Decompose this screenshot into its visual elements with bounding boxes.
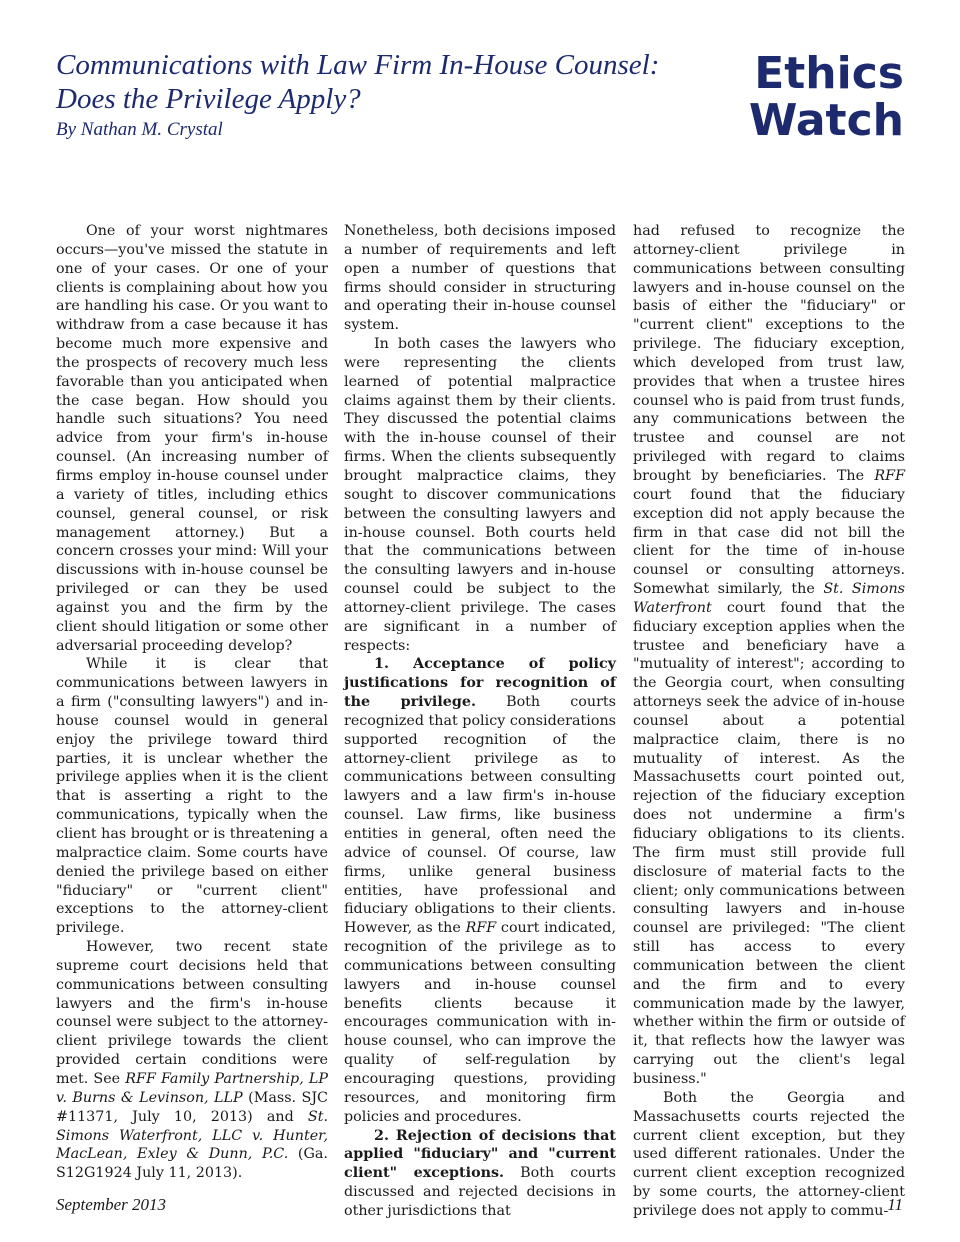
logo-line-watch: Watch [748, 95, 904, 146]
case-citation: St. Simons Waterfront, LLC v. Hunter, MacLean, Exley & Dunn, P.C. [56, 1108, 328, 1163]
paragraph: 2. Rejection of decisions that applied "fiduciary" and "current client" exceptions. Both courts discussed and rejected decisions in other jurisdictions that [344, 1127, 616, 1219]
logo-line-ethics: Ethics [754, 48, 904, 99]
section-heading: 1. Acceptance of policy justifications for recognition of the privilege. [344, 656, 616, 711]
paragraph: One of your worst nightmares occurs—you've missed the statute in one of your cases. Or one of your clients is complaining about how you are handling his case. Or you want to withdraw from a case because it has become much more expensive and the prospects of recovery much less favorable than you anticipated when the case began. How should you handle such situations? You need advice from your firm's in-house counsel. (An increasing number of firms employ in-house counsel under a variety of titles, including ethics counsel, general counsel, or risk management attorney.) But a concern crosses your mind: Will your discussions with in-house counsel be privileged or can they be used against you and the firm by the client should litigation or some other adversarial proceeding develop? [56, 223, 328, 654]
paragraph: had refused to recognize the attorney-client privilege in communications between consulting lawyers and in-house counsel on the basis of either the "fiduciary" or "current client" exceptions to the privilege. The fiduciary exception, which developed from trust law, provides that when a trustee hires counsel who is paid from trust funds, any communications between the trustee and counsel are not privileged with regard to claims brought by beneficiaries. The RFF court found that the fiduciary exception did not apply because the firm in that case did not bill the client for the time of in-house counsel or consulting attorneys. Somewhat similarly, the St. Simons Waterfront court found that the fiduciary exception applies when the trustee and beneficiary have a "mutuality of interest"; according to the Georgia court, when consulting attorneys seek the advice of in-house counsel about a potential malpractice claim, there is no mutuality of interest. As the Massachusetts court pointed out, rejection of the fiduciary exception does not undermine a firm's fiduciary obligations to its clients. The firm must still provide full disclosure of material facts to the client; only communications between consulting lawyers and in-house counsel are privileged: "The client still has access to every communication between the client and the firm and to every communication made by the lawyer, whether within the firm or outside of it, that reflects how the lawyer was carrying out the client's legal business." [633, 223, 905, 1087]
paragraph: Both the Georgia and Massachusetts courts rejected the current client exception, but they used different rationales. Under the current client exception recognized by some courts, the attorney-client privilege does not apply to commu- [633, 1089, 905, 1219]
paragraph: Nonetheless, both decisions imposed a number of requirements and left open a number of questions that firms should consider in structuring and operating their in-house counsel system. [344, 223, 616, 334]
ethics-watch-logo [749, 50, 904, 144]
column-1 [56, 222, 328, 1183]
article-title: Communications with Law Firm In-House Counsel: Does the Privilege Apply? [56, 49, 660, 115]
issue-date: September 2013 [56, 1195, 167, 1214]
column-2 [344, 222, 616, 1221]
paragraph: In both cases the lawyers who were representing the clients learned of potential malpractice claims against them by their clients. They discussed the potential claims with the in-house counsel of their firms. When the clients subsequently brought malpractice claims, they sought to discover communications between the consulting lawyers and in-house counsel. Both courts held that the communications between the consulting lawyers and in-house counsel could be subject to the attorney-client privilege. The cases are significant in a number of respects: [344, 336, 616, 654]
paragraph: 1. Acceptance of policy justifications for recognition of the privilege. Both courts recognized that policy considerations supported recognition of the attorney-client privilege as to communications between consulting lawyers and a law firm's in-house counsel. Law firms, like business entities in general, often need the advice of counsel. Of course, law firms, unlike general business entities, have professional and fiduciary obligations to their clients. However, as the RFF court indicated, recognition of the privilege as to communications between consulting lawyers and in-house counsel benefits clients because it encourages communication with in-house counsel, who can improve the quality of self-regulation by encouraging questions, providing resources, and monitoring firm policies and procedures. [344, 656, 617, 1125]
byline: By Nathan M. Crystal [56, 119, 223, 140]
page-number: 11 [887, 1195, 903, 1214]
case-citation: RFF Family Partnership, LP v. Burns & Levinson, LLP [56, 1070, 328, 1106]
column-3 [633, 222, 905, 1221]
paragraph: However, two recent state supreme court decisions held that communications between consulting lawyers and the firm's in-house counsel were subject to the attorney-client privilege towards the client provided certain conditions were met. See RFF Family Partnership, LP v. Burns & Levinson, LLP (Mass. SJC #11371, July 10, 2013) and St. Simons Waterfront, LLC v. Hunter, MacLean, Exley & Dunn, P.C. (Ga. S12G1924 July 11, 2013). [56, 939, 328, 1182]
section-heading: 2. Rejection of decisions that applied "fiduciary" and "current client" exceptions. [344, 1127, 616, 1182]
paragraph: While it is clear that communications between lawyers in a firm ("consulting lawyers") and in-house counsel would in general enjoy the privilege toward third parties, it is unclear whether the privilege applies when it is the client that is asserting a right to the communications, typically when the client has brought or is threatening a malpractice claim. Some courts have denied the privilege based on either "fiduciary" or "current client" exceptions to the attorney-client privilege. [56, 656, 328, 937]
